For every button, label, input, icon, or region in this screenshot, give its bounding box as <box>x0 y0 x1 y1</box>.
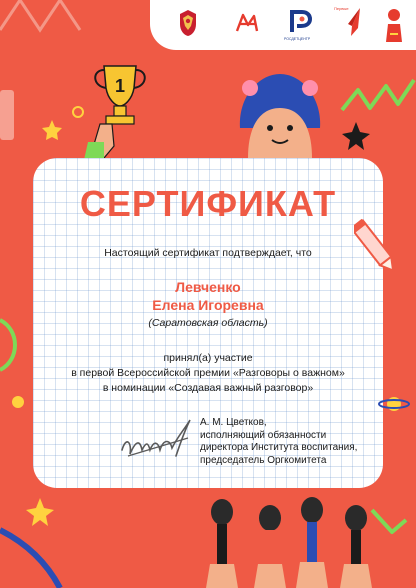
recipient-region: (Саратовская область) <box>148 317 268 329</box>
top-right-decoration <box>338 60 416 158</box>
intro-text: Настоящий сертификат подтверждает, что <box>104 247 312 259</box>
rosdetcentr-logo-icon <box>288 8 312 34</box>
microphone-icon <box>200 492 380 588</box>
signatory-name: А. М. Цветков, <box>200 417 267 428</box>
recipient-given-names: Елена Игоревна <box>152 297 264 313</box>
left-side-decoration <box>0 300 36 420</box>
signature-image <box>118 416 196 462</box>
logo-strip <box>150 0 416 50</box>
award-line: в первой Всероссийской премии «Разговоры о важном» <box>71 367 345 379</box>
institute-logo-icon <box>234 11 260 35</box>
participation-line: принял(а) участие <box>163 352 253 364</box>
nomination-line: в номинации «Создавая важный разговор» <box>102 382 314 394</box>
trophy-icon <box>84 60 156 160</box>
planet-icon <box>378 390 410 418</box>
svg-text:1: 1 <box>115 76 126 96</box>
rosdetcentr-caption: РОСДЕТЦЕНТР <box>284 37 311 41</box>
certificate-title: СЕРТИФИКАТ <box>79 183 337 224</box>
signatory-role-3: председатель Оргкомитета <box>200 454 327 466</box>
recipient-surname: Левченко <box>175 279 241 295</box>
signatory-block <box>200 417 400 467</box>
signatory-role-2: директора Института воспитания, <box>200 442 358 453</box>
girl-decoration <box>230 58 330 158</box>
mascot-logo-icon <box>382 4 406 44</box>
pencil-icon <box>354 214 398 280</box>
signatory-role-1: исполняющий обязанности <box>200 429 327 441</box>
pervye-caption: Первые <box>334 6 349 11</box>
coat-of-arms-icon <box>176 8 200 38</box>
